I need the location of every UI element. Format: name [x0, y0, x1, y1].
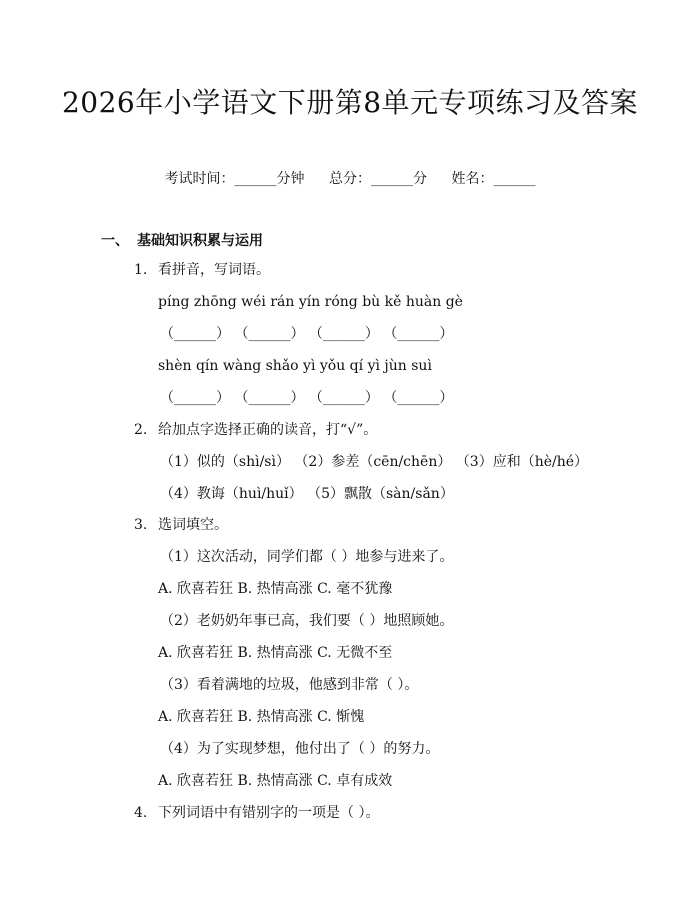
fill-question-4: （4）为了实现梦想，他付出了（ ）的努力。: [160, 741, 440, 757]
question-text: 看拼音，写词语。: [158, 262, 270, 278]
exam-name: 姓名：______: [451, 171, 536, 187]
question-text: 选词填空。: [158, 517, 228, 533]
blank-row-2: （______） （______） （______） （______）: [160, 390, 454, 406]
pinyin-row-2: shèn qín wàng shǎo yì yǒu qí yì jùn suì: [158, 358, 432, 374]
question-2: [134, 420, 377, 440]
fill-question-1: （1）这次活动，同学们都（ ）地参与进来了。: [160, 549, 454, 565]
fill-question-3: （3）看着满地的垃圾，他感到非常（ ）。: [160, 677, 419, 693]
question-4: [134, 803, 379, 823]
pinyin-row-1: píng zhōng wéi rán yín róng bù kě huàn gè: [158, 294, 463, 310]
exam-score: 总分：______分: [329, 171, 427, 187]
question-number: 4.: [134, 805, 148, 821]
reading-options-row-2: （4）教诲（huì/huǐ） （5）飘散（sàn/sǎn）: [160, 486, 454, 502]
question-number: 3.: [134, 517, 148, 533]
section-heading: [101, 231, 263, 251]
question-number: 2.: [134, 422, 148, 438]
exam-meta: [0, 168, 700, 188]
fill-options-2: A. 欣喜若狂 B. 热情高涨 C. 无微不至: [158, 645, 393, 661]
question-3: [134, 515, 228, 535]
exam-time: 考试时间：______分钟: [164, 171, 305, 187]
fill-question-2: （2）老奶奶年事已高，我们要（ ）地照顾她。: [160, 613, 454, 629]
fill-options-1: A. 欣喜若狂 B. 热情高涨 C. 毫不犹豫: [158, 581, 393, 597]
section-title: 基础知识积累与运用: [137, 233, 263, 249]
question-text: 给加点字选择正确的读音，打“√”。: [158, 422, 378, 438]
fill-options-3: A. 欣喜若狂 B. 热情高涨 C. 惭愧: [158, 709, 365, 725]
question-text: 下列词语中有错别字的一项是（ ）。: [158, 805, 380, 821]
section-number: 一、: [101, 233, 129, 249]
fill-options-4: A. 欣喜若狂 B. 热情高涨 C. 卓有成效: [158, 773, 393, 789]
blank-row-1: （______） （______） （______） （______）: [160, 326, 454, 342]
question-1: [134, 260, 270, 280]
reading-options-row-1: （1）似的（shì/sì） （2）参差（cēn/chēn） （3）应和（hè/hé）: [160, 454, 589, 470]
question-number: 1.: [134, 262, 148, 278]
page-title: 2026年小学语文下册第8单元专项练习及答案: [61, 86, 639, 119]
